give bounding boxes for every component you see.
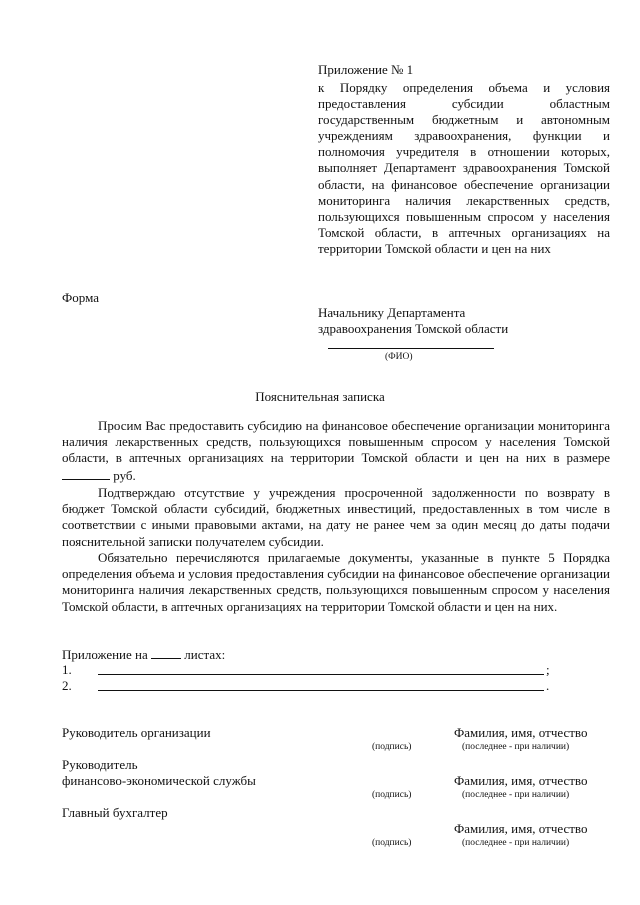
signature-caption: (подпись) bbox=[372, 838, 412, 848]
appendix-text: к Порядку определения объема и условия предоставления субсидии областным государственным бюджетным и автономным учреждениям здравоохранения, функции и полномочия учредителя в отношении которых, выполняет Департамент здравоохранения Томской области, на финансовое обеспечение организации мониторинга наличия лекарственных средств, пользующихся повышенным спросом у населения Томской области, в аптечных организациях на территории Томской области и цен на них bbox=[318, 80, 610, 256]
currency-label: руб. bbox=[113, 467, 136, 483]
name-caption: (последнее - при наличии) bbox=[462, 790, 570, 800]
attachment-item-number: 1. bbox=[62, 662, 72, 677]
attachments-prefix: Приложение на bbox=[62, 647, 148, 662]
fio-caption: (ФИО) bbox=[385, 352, 413, 362]
attachment-item-line bbox=[98, 674, 544, 675]
paragraph-documents: Обязательно перечисляются прилагаемые документы, указанные в пункте 5 Порядка определения объема и условия предоставления субсидии на финансовое обеспечение организации мониторинга наличия лекарственных средств, пользующихся повышенным спросом у населения Томской области, в аптечных организациях на территории Томской области и цен на них. bbox=[62, 550, 610, 614]
signature-name-label: Фамилия, имя, отчество bbox=[454, 773, 588, 788]
attachment-item-number: 2. bbox=[62, 678, 72, 693]
signature-role-finance: Руководитель bbox=[62, 757, 138, 772]
signature-caption: (подпись) bbox=[372, 790, 412, 800]
signature-name-label: Фамилия, имя, отчество bbox=[454, 725, 588, 740]
paragraph-request bbox=[62, 418, 610, 484]
attachments-suffix: листах: bbox=[184, 647, 226, 662]
attachment-item-line bbox=[98, 690, 544, 691]
name-caption: (последнее - при наличии) bbox=[462, 742, 570, 752]
signature-role-head: Руководитель организации bbox=[62, 725, 211, 740]
signature-role-accountant: Главный бухгалтер bbox=[62, 805, 168, 820]
fio-blank-line bbox=[328, 348, 494, 349]
appendix-title: Приложение № 1 bbox=[318, 62, 414, 77]
document-title: Пояснительная записка bbox=[255, 389, 385, 404]
addressee-line-1: Начальнику Департамента bbox=[318, 305, 466, 320]
name-caption: (последнее - при наличии) bbox=[462, 838, 570, 848]
addressee-line-2: здравоохранения Томской области bbox=[318, 321, 509, 336]
signature-caption: (подпись) bbox=[372, 742, 412, 752]
signature-role-finance-line2: финансово-экономической службы bbox=[62, 773, 256, 788]
attachments-header bbox=[62, 646, 225, 663]
attachment-item-end: ; bbox=[546, 662, 550, 677]
attachment-item-end: . bbox=[546, 678, 550, 693]
appendix-block bbox=[318, 62, 610, 257]
paragraph-request-text: Просим Вас предоставить субсидию на финансовое обеспечение организации мониторинга наличия лекарственных средств, пользующихся повышенным спросом у населения Томской области, в аптечных организациях на территории Томской области и цен на них в размере bbox=[62, 418, 610, 466]
form-label: Форма bbox=[62, 290, 99, 305]
paragraph-confirmation: Подтверждаю отсутствие у учреждения просроченной задолженности по возврату в бюджет Томской области субсидий, бюджетных инвестиций, предоставленных в том числе в соответствии с иными правовыми актами, на дату не ранее чем за один месяц до даты подачи пояснительной записки получателем субсидии. bbox=[62, 485, 610, 549]
sheets-blank bbox=[151, 646, 181, 659]
signature-name-label: Фамилия, имя, отчество bbox=[454, 821, 588, 836]
amount-blank bbox=[62, 467, 110, 480]
